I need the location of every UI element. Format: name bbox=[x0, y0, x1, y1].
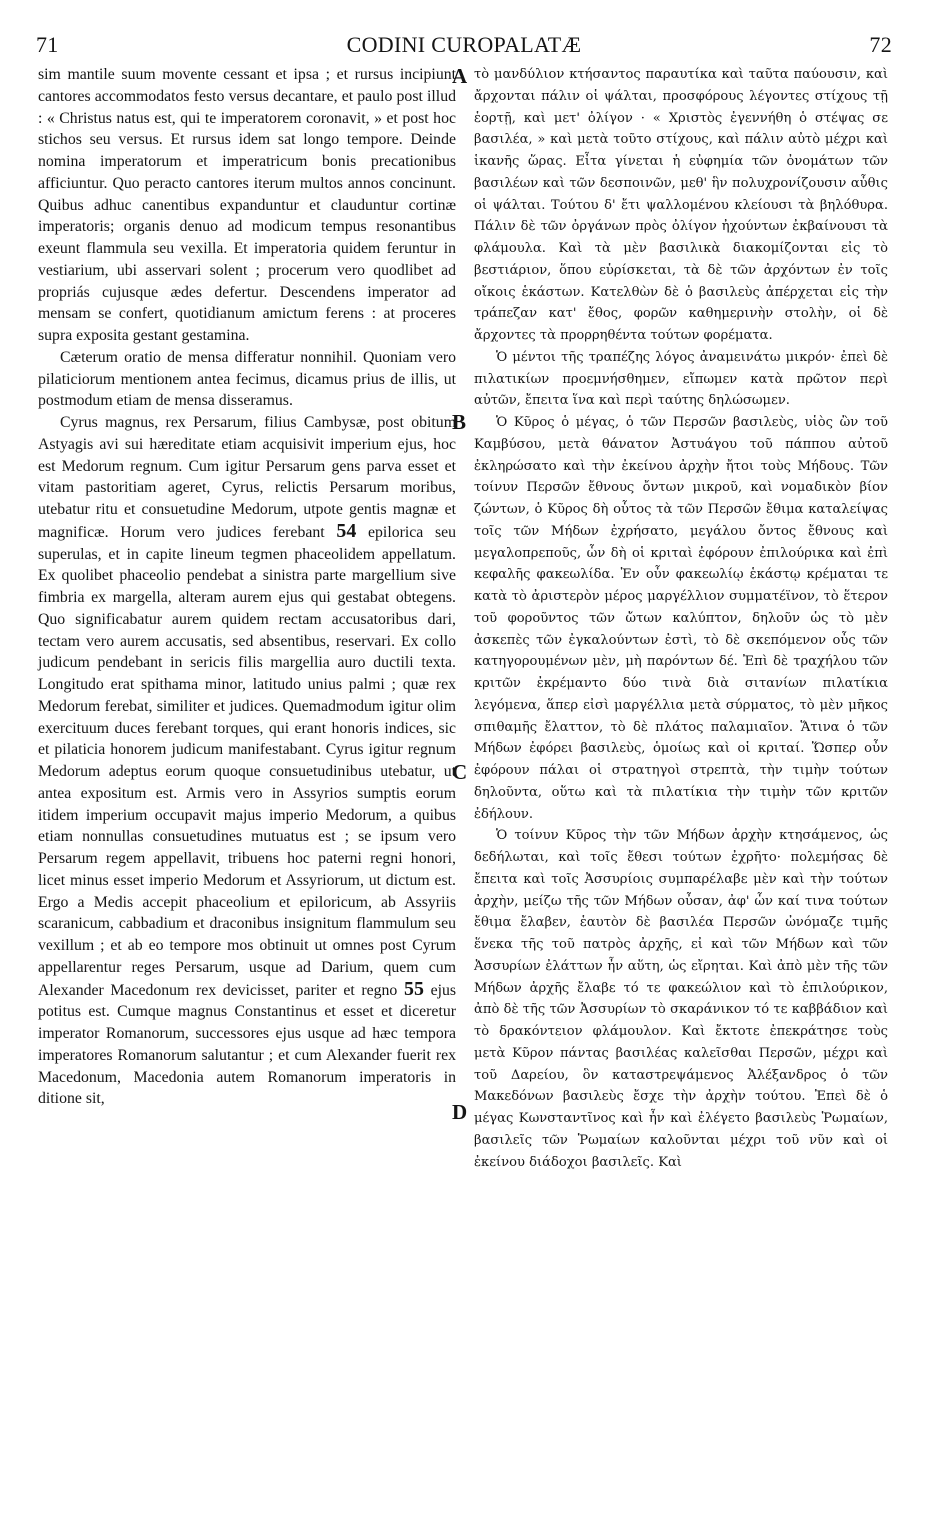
folio-number: 55 bbox=[403, 977, 424, 1000]
latin-text: Cæterum oratio de mensa differatur nonnihil. Quoniam vero pilaticiorum mentionem antea fecimus, dicamus prius de illis, ut postmodum etiam de mensa disseramus. bbox=[38, 348, 456, 410]
section-marker-b: B bbox=[452, 410, 467, 434]
greek-paragraph: Ὁ Κῦρος ὁ μέγας, ὁ τῶν Περσῶν βασιλεὺς, υἱὸς ὢν τοῦ Καμβύσου, μετὰ θάνατον Ἀστυάγου τοῦ πάππου αὐτοῦ ἐκληρώσατο καὶ τὴν ἐκείνου ἀρχὴν ἤτοι τοὺς Μήδους. Τῶν τοίνυν Περσῶν ἔθνους ὄντων μικροῦ, καὶ νομαδικὸν βίον ζώντων, ὁ Κῦρος δὴ οὗτος τὰ τῶν Περσῶν ἔθιμα καταλείψας τοῖς τῶν Μήδων ἐχρήσατο, μεγάλου ὄντος ἔθνους καὶ μεγαλοπρεποῦς, ὧν δὴ οἱ κριταὶ ἐφόρουν ἐπιλούρικα καὶ ἐπὶ κεφαλῆς φακεωλίδα. Ἐν οὖν φακεωλίῳ ἑκάστῳ κρέμαται τε κατὰ τὸ ἀριστερὸν μέρος μαργέλλιον συμματέϊνον, τὸ ἕτερον τοῦ φοροῦντος τῶν ὤτων καλύπτον, δηλοῦν ὡς τὸ μὲν ἀσκεπὲς τῶν ἐγκαλούντων ἐστὶ, τὸ δὲ σκεπόμενον οὖς τῶν κατηγορουμένων μὲν, μὴ παρόντων δέ. Ἐπὶ δὲ τραχήλου τῶν κριτῶν ἐκρέμαντο δύο τινὰ διὰ σιτανίων πιλατίκια λεγόμενα, ἅπερ εἰσὶ μαργέλλια μετὰ σύρματος, τὸ μὲν μῆκος σπιθαμῆς ἔλαττον, τὸ δὲ πλάτος παλαμιαῖον. Ἅτινα ὁ τῶν Μήδων ἐφόρει βασιλεὺς, ὁμοίως καὶ οἱ κριταί. Ὥσπερ οὖν ἐφόρουν πάλαι οἱ στρατηγοὶ στρεπτὰ, τὴν τιμὴν τούτων δηλοῦντα, οὕτω καὶ τὰ πιλατίκια τὴν τιμὴν τῶν κριτῶν ἐδήλουν. bbox=[474, 415, 888, 822]
latin-text: epilorica seu superulas, et in capite lineum tegmen phaceolidem appellatum. Ex quolibet phaceolio pendebat a sinistra parte margellium sive fimbria ex margella, alteram aurem ejus qui gestabat obtegens. Quo significabatur aurem quidem rectam accusatoribus dari, tectam vero aurem accusatis, sed absentibus, reservari. Ex collo judicum pendebant in sericis filis margellia auro ductili texta. Longitudo erat spithama minor, latitudo unius palmi ; quæ rex Medorum ferebat, similiter et judices. Quemadmodum igitur olim exercituum duces ferebant torques, qui erant honoris indices, sic et pilaticia honorem judicum manifestabant. Cyrus igitur regnum Medorum adeptus eorum quoque consuetudinibus utebatur, ut antea expositum est. Armis vero in Assyrios sumptis eorum itidem imperium occupavit majus imperio Medorum, a quibus etiam nonnullas consuetudines mutuatus est ; se ipsum vero Persarum regem appellavit, tribuens hoc paterni regni honori, licet minus esset imperio Medorum et Assyriorum, ut dictum est. Ergo a Medis accepit phaceolium et epiloricum, ab Assyriis scaranicum, cabbadium et draconibus insignitum flammulum seu vexillum ; et ab eo tempore mos obtinuit ut omnes post Cyrum appellarentur reges Persarum, usque ad Darium, quem cum Alexander Macedonum rex devicisset, pariter et regno bbox=[38, 523, 457, 999]
greek-paragraph: Ὁ μέντοι τῆς τραπέζης λόγος ἀναμεινάτω μικρόν· ἐπεὶ δὲ πιλατικίων προεμνήσθημεν, εἴπωμεν κατὰ πρῶτον περὶ αὐτῶν, ἔπειτα ἵνα καὶ περὶ ταύτης δηλώσωμεν. bbox=[474, 349, 888, 409]
section-marker-d: D bbox=[452, 1100, 468, 1124]
latin-text: Cyrus magnus, rex Persarum, filius Cambysæ, post obitum Astyagis avi sui hæreditate etiam acquisivit imperium ejus, hoc est Medorum regnum. Cum igitur Persarum gens parva esset et vitam pastoritiam ageret, Cyrus, relictis Persarum moribus, utebatur ritu et consuetudine Medorum, utpote gentis magnæ et magnificæ. Horum vero judices ferebant bbox=[38, 414, 456, 541]
section-marker-c: C bbox=[452, 760, 468, 784]
section-marker-a: A bbox=[452, 64, 468, 88]
latin-text: ejus potitus est. Cumque magnus Constantinus et esset et diceretur imperator Romanorum, successores ejus usque ad hæc tempora imperatores Romanorum salutantur ; et cum Alexander fuerit rex Macedonum, Macedonia autem Romanorum imperatoris in ditione sit, bbox=[38, 981, 457, 1108]
greek-column bbox=[474, 64, 888, 1173]
running-title: CODINI CUROPALATÆ bbox=[346, 32, 582, 57]
latin-paragraph bbox=[38, 347, 456, 412]
page-number-left: 71 bbox=[36, 32, 59, 57]
latin-paragraph bbox=[38, 64, 456, 347]
greek-paragraph: Ὁ τοίνυν Κῦρος τὴν τῶν Μήδων ἀρχὴν κτησάμενος, ὡς δεδήλωται, καὶ τοῖς ἔθεσι τούτων ἐχρῆτο· πολεμήσας δὲ ἔπειτα καὶ τοῖς Ἀσσυρίοις συμπαρέλαβε μὲν καὶ τὴν τούτων ἀρχὴν, μείζω τῆς τῶν Μήδων οὖσαν, ἀφ' ὧν καί τινα τούτων ἔθιμα ἔλαβεν, ἑαυτὸν δὲ βασιλέα Περσῶν ὠνόμαζε τιμῆς ἕνεκα τῆς τοῦ πατρὸς ἀρχῆς, εἰ καὶ τῶν Μήδων καὶ τῶν Ἀσσυρίων ἐλάττων ἦν αὕτη, ὡς εἴρηται. Καὶ ἀπὸ μὲν τῆς τῶν Μήδων ἀρχῆς ἔλαβε τό τε φακεώλιον καὶ τὸ ἐπιλούρικον, ἀπὸ δὲ τῆς τῶν Ἀσσυρίων τὸ σκαράνικον τό τε καββάδιον καὶ τὸ δρακόντειον φλάμουλον. Καὶ ἔκτοτε ἐπεκράτησε τοὺς μετὰ Κῦρον πάντας βασιλέας καλεῖσθαι Περσῶν, μέχρι καὶ τοῦ Δαρείου, ὃν καταστρεψάμενος Ἀλέξανδρος ὁ τῶν Μακεδόνων βασιλεὺς ἔσχε τὴν ἀρχὴν τούτου. Ἐπεὶ δὲ ὁ μέγας Κωνσταντῖνος καὶ ἦν καὶ ἐλέγετο βασιλεὺς Ῥωμαίων, βασιλεῖς τῶν Ῥωμαίων καλοῦνται μέχρι τοῦ νῦν καὶ οἱ ἐκείνου διάδοχοι βασιλεῖς. Καὶ bbox=[474, 828, 888, 1170]
greek-paragraph: τὸ μανδύλιον κτήσαντος παραυτίκα καὶ ταῦτα παύουσιν, καὶ ἄρχονται πάλιν οἱ ψάλται, προσφόρους λέγοντες στίχους τῇ ἑορτῇ, καὶ μετ' ὀλίγον · « Χριστὸς ἐγεννήθη ὁ στέψας σε βασιλέα, » καὶ μετὰ τοῦτο στίχους, καὶ πάλιν αὐτὸ μέχρι καὶ ἱκανῆς ὥρας. Εἶτα γίνεται ἡ εὐφημία τῶν ὀνομάτων τῶν βασιλέων καὶ τῶν δεσποινῶν, μεθ' ἣν πολυχρονίζουσιν αὖθις οἱ ψάλται. Τούτου δ' ἔτι ψαλλομένου κλείουσι τὰ βηλόθυρα. Πάλιν δὲ τῶν ὀργάνων πρὸς ὀλίγον ἠχούντων ἐκβαίνουσι τὰ φλάμουλα. Καὶ τὰ μὲν βασιλικὰ διακομίζονται εἰς τὸ βεστιάριον, ὅπου εὑρίσκεται, τὰ δὲ τῶν ἀρχόντων ἐν τοῖς οἴκοις ἑκάστων. Κατελθὼν δὲ ὁ βασιλεὺς ἀπέρχεται εἰς τὴν τράπεζαν κατ' ἔθος, φορῶν καθημερινὴν στολὴν, οἱ δὲ ἄρχοντες τὰ προρρηθέντα τούτων φορέματα. bbox=[474, 67, 888, 343]
folio-number: 54 bbox=[336, 519, 357, 542]
running-header bbox=[36, 32, 892, 62]
latin-text: sim mantile suum movente cessant et ipsa ; et rursus incipiunt cantores accommodatos festo versus decantare, et paulo post illud : « Christus natus est, qui te imperatorem coronavit, » et post hoc stichos seu versus. Et rursus idem sat longo tempore. Deinde nomina imperatorum et imperatricum bonis precationibus afficiuntur. Quo peracto cantores iterum multos annos concinunt. Quibus adhuc canentibus expanduntur et clauduntur cortinæ imperatoris; organis denuo ad modicum tempus resonantibus exeunt flammula seu vexilla. Et imperatoria quidem feruntur in vestiarium, ubi asservari solent ; procerum vero quodlibet ad propriás cujusque ædes defertur. Descendens imperator ad mensam se confert, quotidianum amictum ferens : at proceres supra exposita gestant gestamina. bbox=[38, 66, 456, 344]
latin-paragraph bbox=[38, 412, 456, 1110]
page-number-right: 72 bbox=[869, 32, 892, 57]
latin-column bbox=[38, 64, 456, 1110]
